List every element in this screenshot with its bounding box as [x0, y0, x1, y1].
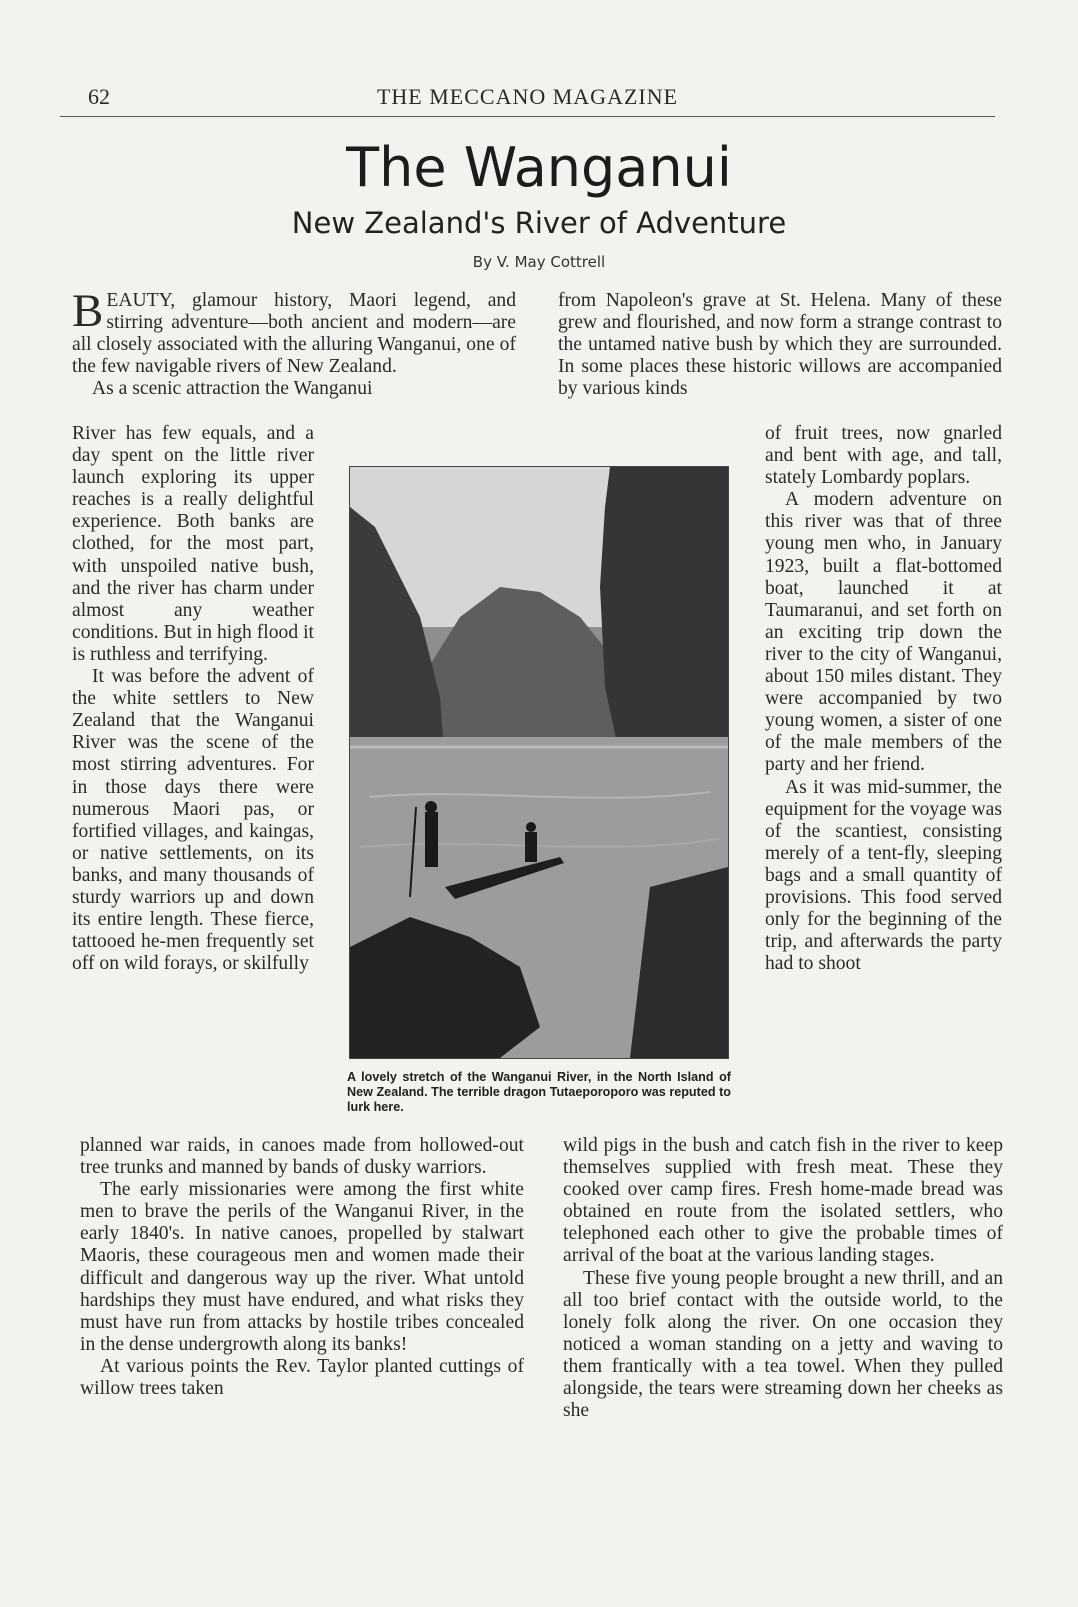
column-2-top [558, 290, 1002, 400]
article-subtitle: New Zealand's River of Adventure [291, 206, 787, 240]
paragraph: As a scenic attraction the Wanganui [92, 378, 373, 400]
column-2-narrow [765, 423, 1002, 975]
page-number: 62 [88, 84, 110, 109]
paragraph: The early missionaries were among the first white men to brave the perils of the Wanganui River, in the early 1840's. In native canoes, propelled by stalwart Maoris, these courageous men and women made their difficult and dangerous way up the river. What untold hardships they must have endured, and what risks they must have run from attacks by hostile tribes concealed in the dense undergrowth along its banks! [80, 1179, 524, 1355]
paragraph: At various points the Rev. Taylor planted cuttings of willow trees taken [80, 1355, 524, 1400]
paragraph: These five young people brought a new thrill, and an all too brief contact with the outside world, to the lonely folk along the river. On one occasion they noticed a woman standing on a jetty and waving to them frantically with a tea towel. When they pulled alongside, the tears were streaming down her cheeks as she [563, 1267, 1003, 1422]
magazine-title: THE MECCANO MAGAZINE [376, 84, 679, 109]
drop-cap: B [72, 285, 104, 337]
paragraph: As it was mid-summer, the equipment for the voyage was of the scantiest, consisting merely of a tent-fly, sleeping bags and a small quantity of provisions. This food served only for the beginning of the trip, and afterwards the party had to shoot [765, 776, 1002, 975]
paragraph: from Napoleon's grave at St. Helena. Many of these grew and flourished, and now form a strange contrast to the untamed native bush by which they are surrounded. In some places these historic willows are accompanied by various kinds [558, 290, 1002, 400]
river-canoe-illustration [350, 467, 728, 1058]
page-header [60, 80, 995, 117]
paragraph: River has few equals, and a day spent on the little river launch exploring its upper reaches is a really delightful experience. Both banks are clothed, for the most part, with unspoiled native bush, and the river has charm under almost any weather conditions. But in high flood it is ruthless and terrifying. [72, 423, 314, 665]
paragraph: of fruit trees, now gnarled and bent with age, and tall, stately Lombardy poplars. [765, 423, 1002, 489]
paragraph: A modern adventure on this river was that of three young men who, in January 1923, built a flat-bottomed boat, launched it at Taumaranui, and set forth on an exciting trip down the river to the city of Wanganui, about 150 miles distant. They were accompanied by two young women, a sister of one of the male members of the party and her friend. [765, 489, 1002, 776]
river-photo [349, 466, 729, 1059]
article-title: The Wanganui [346, 136, 732, 199]
column-2-bottom [563, 1135, 1003, 1422]
column-1-bottom [80, 1135, 524, 1400]
column-1-narrow [72, 423, 314, 975]
paragraph: planned war raids, in canoes made from hollowed-out tree trunks and manned by bands of dusky warriors. [80, 1135, 524, 1179]
paragraph: wild pigs in the bush and catch fish in the river to keep themselves supplied with fresh meat. These they cooked over camp fires. Fresh home-made bread was obtained en route from the isolated settlers, who telephoned each other to give the probable times of arrival of the boat at the various landing stages. [563, 1135, 1003, 1267]
paragraph: BEAUTY, glamour history, Maori legend, and stirring adventure—both ancient and modern—are all closely associated with the alluring Wanganui, one of the few navigable rivers of New Zealand. [72, 285, 516, 378]
article-byline: By V. May Cottrell [472, 253, 606, 271]
paragraph: It was before the advent of the white settlers to New Zealand that the Wanganui River was the scene of the most stirring adventures. For in those days there were numerous Maori pas, or fortified villages, and kaingas, or native settlements, on its banks, and many thousands of sturdy warriors up and down its entire length. These fierce, tattooed he-men frequently set off on wild forays, or skilfully [72, 666, 314, 975]
column-1-top [72, 285, 516, 400]
photo-caption: A lovely stretch of the Wanganui River, in the North Island of New Zealand. The terrible dragon Tutaeporoporo was reputed to lurk here. [347, 1070, 731, 1114]
